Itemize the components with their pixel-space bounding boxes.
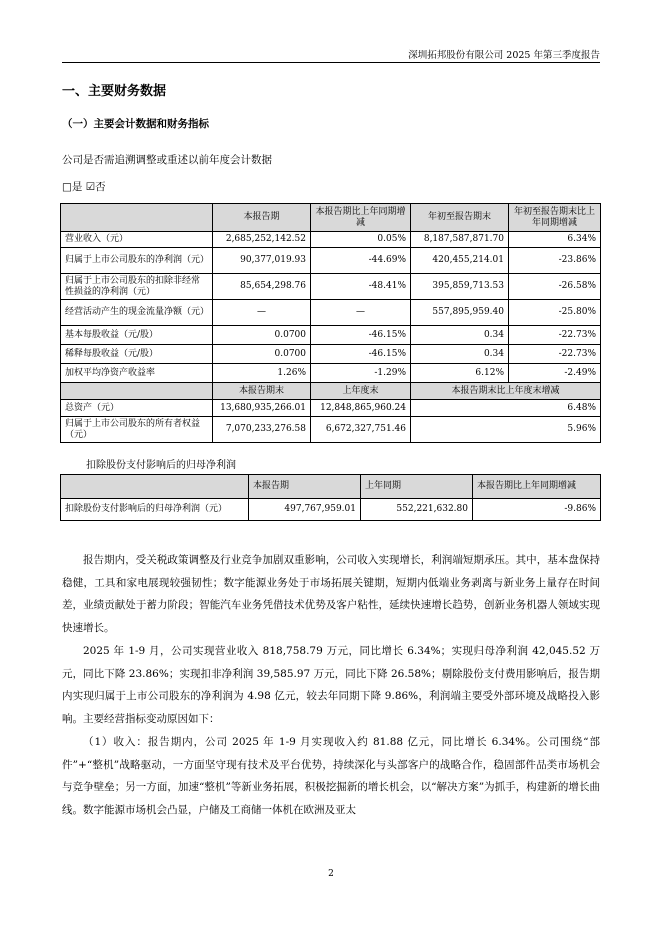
table-cell: 7,070,233,276.58 xyxy=(213,417,311,443)
header-cell: 本报告期 xyxy=(249,475,361,499)
row-label: 加权平均净资产收益率 xyxy=(61,364,213,383)
table-cell: -22.73% xyxy=(509,345,601,364)
table-cell: -46.15% xyxy=(311,326,411,345)
table-cell: 90,377,019.93 xyxy=(213,248,311,274)
table-cell: 497,767,959.01 xyxy=(249,499,361,521)
table-cell: 6.48% xyxy=(411,400,601,417)
table-cell: -44.69% xyxy=(311,248,411,274)
table-cell: -48.41% xyxy=(311,274,411,300)
row-label: 总资产（元） xyxy=(61,400,213,417)
table-cell: -25.80% xyxy=(509,300,601,326)
header-cell xyxy=(61,383,213,400)
paragraph-overview: 报告期内，受关税政策调整及行业竞争加剧双重影响，公司收入实现增长，利润端短期承压。其中，基本盘保持稳健，工具和家电展现较强韧性；数字能源业务处于市场拓展关键期，短期内低端业务剥离与新业务上量存在时间差，业绩贡献处于蓄力阶段；智能汽车业务凭借技术优势及客户粘性，延续快速增长趋势，创新业务机器人领域实现快速增长。 xyxy=(62,554,600,635)
table-cell: 395,859,713.53 xyxy=(411,274,509,300)
table-row xyxy=(61,300,601,326)
table-row xyxy=(61,400,601,417)
table-cell: -46.15% xyxy=(311,345,411,364)
header-cell xyxy=(61,204,213,232)
page-number: 2 xyxy=(328,869,334,879)
net-profit-excluding-sbc-table xyxy=(60,474,601,521)
table-cell: 557,895,959.40 xyxy=(411,300,509,326)
table-cell: — xyxy=(213,300,311,326)
table-cell: 6.34% xyxy=(509,232,601,248)
table-cell: 420,455,214.01 xyxy=(411,248,509,274)
row-label: 归属于上市公司股东的扣除非经常性损益的净利润（元） xyxy=(61,274,213,300)
paragraph-revenue: （1）收入：报告期内，公司 2025 年 1-9 月实现收入约 81.88 亿元，同比增长 6.34%。公司围绕“部件”+“整机”战略驱动，一方面坚守现有技术及平台优势，持续深化与头部客户的战略合作，稳固部件品类市场机会与竞争壁垒；另一方面，加速“整机”等新业务拓展，积极挖掘新的增长机会，以“解决方案”为抓手，构建新的增长曲线。数字能源市场机会凸显，户储及工商储一体机在欧洲及亚太 xyxy=(62,736,600,817)
table-row xyxy=(61,417,601,443)
subtable-title: 扣除股份支付影响后的归母净利润 xyxy=(86,460,236,471)
table-row xyxy=(61,345,601,364)
row-label: 扣除股份支付影响后的归母净利润（元） xyxy=(61,499,249,521)
table-cell: 12,848,865,960.24 xyxy=(311,400,411,417)
table-cell: -23.86% xyxy=(509,248,601,274)
header-cell: 本报告期末 xyxy=(213,383,311,400)
table-cell: 552,221,632.80 xyxy=(361,499,473,521)
paragraph-results: 2025 年 1-9 月，公司实现营业收入 818,758.79 万元，同比增长 6.34%；实现归母净利润 42,045.52 万元，同比下降 23.86%；实现扣非净利润 39,585.97 万元，同比下降 26.58%；剔除股份支付费用影响后，报告期内实现归属于上市公司股东的净利润为 4.98 亿元，较去年同期下降 9.86%，利润端主要受外部环境及战略投入影响。主要经营指标变动原因如下： xyxy=(62,645,600,726)
table-row xyxy=(61,274,601,300)
subsection-title: （一）主要会计数据和财务指标 xyxy=(62,118,209,130)
restatement-question: 公司是否需追溯调整或重述以前年度会计数据 xyxy=(62,154,272,166)
table-header-row xyxy=(61,475,601,499)
table-cell: 0.0700 xyxy=(213,326,311,345)
header-cell xyxy=(61,475,249,499)
table-cell: -22.73% xyxy=(509,326,601,345)
table-row xyxy=(61,326,601,345)
row-label: 归属于上市公司股东的所有者权益（元） xyxy=(61,417,213,443)
table-row xyxy=(61,248,601,274)
table-cell: -1.29% xyxy=(311,364,411,383)
header-cell: 本报告期比上年同期增减 xyxy=(473,475,601,499)
table-cell: 85,654,298.76 xyxy=(213,274,311,300)
table-cell: 8,187,587,871.70 xyxy=(411,232,509,248)
table-row xyxy=(61,364,601,383)
table-subheader-row xyxy=(61,383,601,400)
table-cell: -9.86% xyxy=(473,499,601,521)
table-cell: -2.49% xyxy=(509,364,601,383)
header-cell: 上年同期 xyxy=(361,475,473,499)
table-cell: 0.0700 xyxy=(213,345,311,364)
table-cell: 2,685,252,142.52 xyxy=(213,232,311,248)
section-title: 一、主要财务数据 xyxy=(62,84,167,99)
table-cell: 0.34 xyxy=(411,345,509,364)
table-cell: 6.12% xyxy=(411,364,509,383)
report-header: 深圳拓邦股份有限公司 2025 年第三季度报告 xyxy=(408,50,600,61)
table-cell: 0.05% xyxy=(311,232,411,248)
table-cell: 0.34 xyxy=(411,326,509,345)
table-header-row xyxy=(61,204,601,232)
table-row xyxy=(61,232,601,248)
row-label: 营业收入（元） xyxy=(61,232,213,248)
row-label: 稀释每股收益（元/股） xyxy=(61,345,213,364)
header-cell: 本报告期 xyxy=(213,204,311,232)
table-cell: 1.26% xyxy=(213,364,311,383)
header-cell: 本报告期比上年同期增减 xyxy=(311,204,411,232)
table-row xyxy=(61,499,601,521)
restatement-options: □是 ☑否 xyxy=(62,181,106,193)
key-financial-data-table xyxy=(60,203,601,443)
header-cell: 年初至报告期末比上年同期增减 xyxy=(509,204,601,232)
header-divider xyxy=(62,62,600,63)
header-cell: 上年度末 xyxy=(311,383,411,400)
row-label: 经营活动产生的现金流量净额（元） xyxy=(61,300,213,326)
table-cell: 5.96% xyxy=(411,417,601,443)
row-label: 归属于上市公司股东的净利润（元） xyxy=(61,248,213,274)
header-cell: 本报告期末比上年度末增减 xyxy=(411,383,601,400)
table-cell: 6,672,327,751.46 xyxy=(311,417,411,443)
table-cell: -26.58% xyxy=(509,274,601,300)
row-label: 基本每股收益（元/股） xyxy=(61,326,213,345)
table-cell: 13,680,935,266.01 xyxy=(213,400,311,417)
table-cell: — xyxy=(311,300,411,326)
header-cell: 年初至报告期末 xyxy=(411,204,509,232)
